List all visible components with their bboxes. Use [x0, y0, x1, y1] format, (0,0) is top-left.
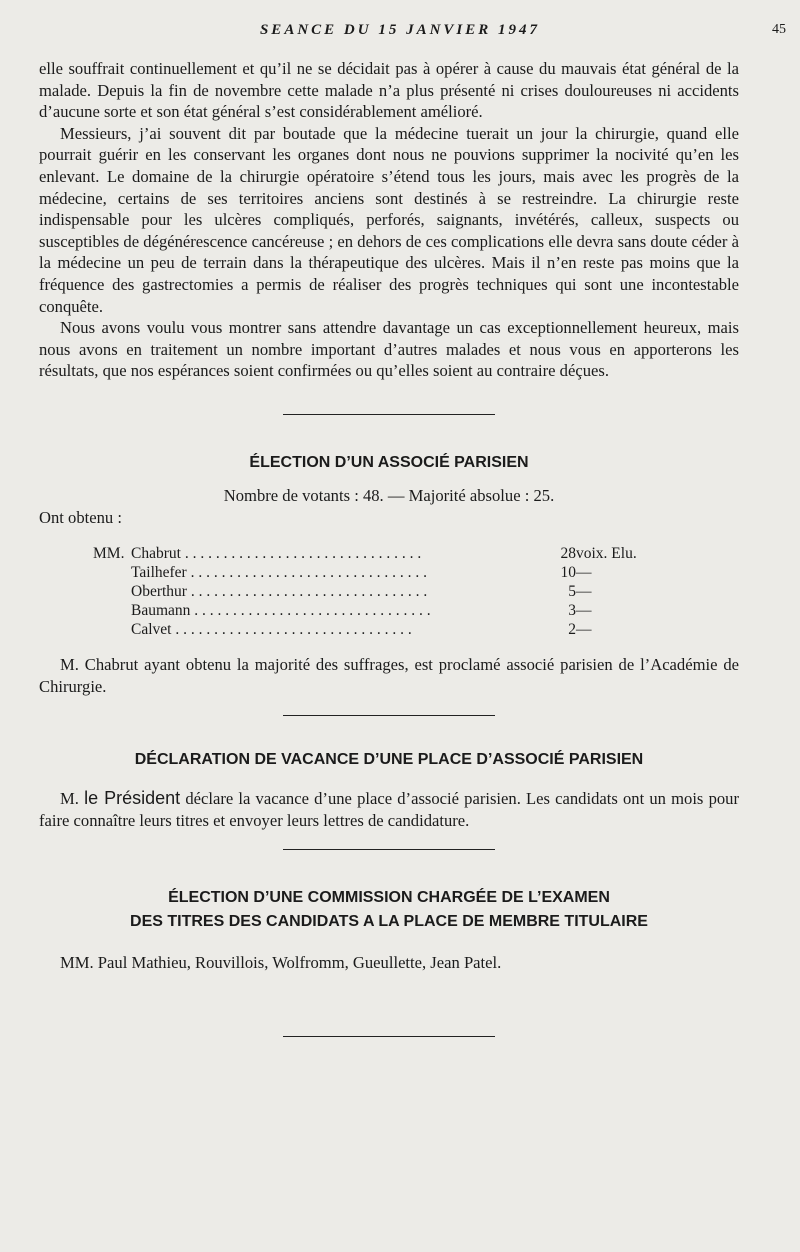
- candidate-title: [93, 563, 131, 582]
- obtained-label: Ont obtenu :: [39, 507, 122, 527]
- candidate-title: [93, 601, 131, 620]
- candidate-name: Baumann: [131, 602, 191, 620]
- document-body: [39, 58, 739, 1037]
- running-header: [0, 22, 800, 44]
- vote-count: 28: [560, 545, 576, 563]
- vote-note: —: [576, 583, 592, 601]
- vote-count: 3: [568, 602, 576, 620]
- votes-summary: Nombre de votants : 48. — Majorité absolue : 25.: [223, 485, 555, 505]
- table-row: Tailhefer . . . . . . . . . . . . . . . . . . . . . . . . . . . . . . . 10 —: [93, 563, 637, 582]
- commission-members: MM. Paul Mathieu, Rouvillois, Wolfromm, Gueullette, Jean Patel.: [60, 953, 502, 973]
- table-row: Oberthur . . . . . . . . . . . . . . . . . . . . . . . . . . . . . . . 5 —: [93, 582, 637, 601]
- vote-note: voix. Elu.: [576, 545, 637, 563]
- president-label: le Président: [84, 788, 181, 809]
- commission-title-line1: ÉLECTION D’UNE COMMISSION CHARGÉE DE L’EXAMEN: [168, 889, 610, 907]
- paragraph-1: elle souffrait continuellement et qu’il ne se décidait pas à opérer à cause du mauvais état général de la malade. Depuis la fin de novembre cette malade n’a plus présenté ni crises douloureuses ni accidents d’aucune sorte et son état général s’est considérablement amélioré.: [39, 59, 739, 122]
- candidate-name: Chabrut: [131, 545, 181, 563]
- paragraph-3: Nous avons voulu vous montrer sans attendre davantage un cas exceptionnellement heureux, mais nous avons en traitement un nombre important d’autres malades et nous vous en apporterons les résultats, que nos espérances soient confirmées ou qu’elles soient au contraire déçues.: [39, 318, 739, 381]
- vote-count: 5: [568, 583, 576, 601]
- header-title: SEANCE DU 15 JANVIER 1947: [259, 22, 541, 38]
- candidate-name: Calvet: [131, 621, 172, 639]
- table-row: Calvet . . . . . . . . . . . . . . . . . . . . . . . . . . . . . . . 2 —: [93, 620, 637, 639]
- vacancy-title: DÉCLARATION DE VACANCE D’UNE PLACE D’ASSOCIÉ PARISIEN: [134, 751, 644, 769]
- vote-note: —: [576, 602, 592, 620]
- candidate-title: MM.: [93, 545, 125, 563]
- vote-count: 2: [568, 621, 576, 639]
- table-row: Baumann . . . . . . . . . . . . . . . . . . . . . . . . . . . . . . . 3 —: [93, 601, 637, 620]
- section-divider: [283, 1036, 495, 1037]
- table-row: MM. Chabrut . . . . . . . . . . . . . . . . . . . . . . . . . . . . . . . 28 voix. Elu.: [93, 545, 637, 563]
- vote-note: —: [576, 621, 592, 639]
- candidate-name: Oberthur: [131, 583, 187, 601]
- vote-note: —: [576, 564, 592, 582]
- election-result: M. Chabrut ayant obtenu la majorité des suffrages, est proclamé associé parisien de l’Académie de Chirurgie.: [39, 655, 739, 696]
- candidate-name: Tailhefer: [131, 564, 187, 582]
- vote-count: 10: [560, 564, 576, 582]
- vacancy-prefix: M.: [60, 789, 85, 809]
- candidate-title: [93, 582, 131, 601]
- candidate-title: [93, 620, 131, 639]
- commission-title-line2: DES TITRES DES CANDIDATS A LA PLACE DE MEMBRE TITULAIRE: [130, 913, 648, 931]
- vote-results-table: [93, 544, 637, 639]
- paragraph-2: Messieurs, j’ai souvent dit par boutade que la médecine tuerait un jour la chirurgie, quand elle pourrait guérir en les conservant les organes dont nous ne pouvions supprimer la nocivité qu’en les enlevant. Le domaine de la chirurgie opératoire s’étend tous les jours, mais avec les progrès de la médecine, certains de ses territoires anciens sont destinés à se restreindre. La chirurgie reste indispensable pour les ulcères compliqués, perforés, saignants, invétérés, calleux, suspects ou susceptibles de dégénérescence cancéreuse ; en dehors de ces complications elle devra sans doute céder à la médecine un peu de terrain dans la thérapeutique des ulcères. Mais il n’en reste pas moins que la fréquence des gastrectomies a permis de réaliser des progrès techniques qui sont une incontestable conquête.: [39, 123, 739, 316]
- vacancy-text: [39, 788, 739, 831]
- vacancy-body: déclare la vacance d’une place d’associé parisien. Les candidats ont un mois pour faire connaître leurs titres et envoyer leurs lettres de candidature.: [39, 789, 739, 830]
- page-number: 45: [772, 22, 786, 37]
- election-title: ÉLECTION D’UN ASSOCIÉ PARISIEN: [249, 453, 529, 471]
